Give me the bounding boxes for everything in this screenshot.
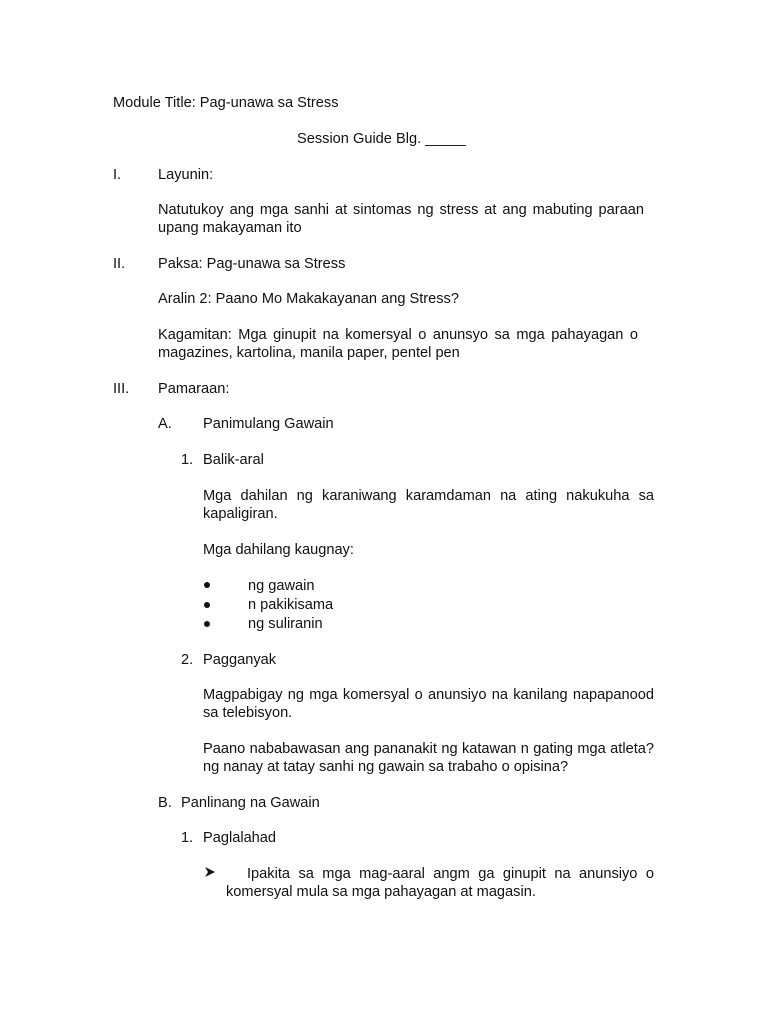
section-3-heading: Pamaraan:	[158, 381, 230, 397]
section-1-heading: Layunin:	[158, 167, 214, 183]
item-a2-text-1: Magpabigay ng mga komersyal o anunsiyo na kanilang napapanood sa telebisyon.	[203, 687, 654, 721]
item-b1-arrow-text: Ipakita sa mga mag-aaral angm ga ginupit na anunsiyo o komersyal mula sa mga pahayagan at magasin.	[226, 866, 654, 900]
item-a1-subheading: Mga dahilang kaugnay:	[203, 542, 354, 558]
item-b1-number: 1.	[181, 830, 194, 846]
bullet-item: ng gawain	[248, 578, 315, 594]
item-a2-text-2: Paano nababawasan ang pananakit ng katawan n gating mga atleta? ng nanay at tatay sanhi ng gawain sa trabaho o opisina?	[203, 741, 654, 775]
section-2-paksa: Paksa: Pag-unawa sa Stress	[158, 256, 346, 272]
section-2-aralin: Aralin 2: Paano Mo Makakayanan ang Stress?	[158, 291, 459, 307]
arrow-bullet-icon	[204, 866, 216, 878]
item-b1-heading: Paglalahad	[203, 830, 277, 846]
section-3-numeral: III.	[113, 381, 130, 397]
part-a-heading: Panimulang Gawain	[203, 416, 334, 432]
section-2-numeral: II.	[113, 256, 126, 272]
item-a2-number: 2.	[181, 652, 194, 668]
session-guide: Session Guide Blg. _____	[297, 131, 466, 147]
item-a1-text: Mga dahilan ng karaniwang karamdaman na ating nakukuha sa kapaligiran.	[203, 488, 654, 522]
bullet-dot-icon	[204, 602, 210, 608]
bullet-dot-icon	[204, 582, 210, 588]
bullet-dot-icon	[204, 621, 210, 627]
part-b-letter: B.	[158, 795, 172, 811]
item-a1-heading: Balik-aral	[203, 452, 264, 468]
part-a-letter: A.	[158, 416, 172, 432]
section-1-numeral: I.	[113, 167, 122, 183]
item-a2-heading: Pagganyak	[203, 652, 277, 668]
module-title: Module Title: Pag-unawa sa Stress	[113, 95, 339, 111]
section-1-text: Natutukoy ang mga sanhi at sintomas ng stress at ang mabuting paraan upang makayaman ito	[158, 202, 644, 236]
part-b-heading: Panlinang na Gawain	[181, 795, 320, 811]
bullet-item: n pakikisama	[248, 597, 334, 613]
section-2-kagamitan: Kagamitan: Mga ginupit na komersyal o anunsyo sa mga pahayagan o magazines, kartolina, manila paper, pentel pen	[158, 327, 638, 361]
bullet-item: ng suliranin	[248, 616, 323, 632]
item-a1-number: 1.	[181, 452, 194, 468]
